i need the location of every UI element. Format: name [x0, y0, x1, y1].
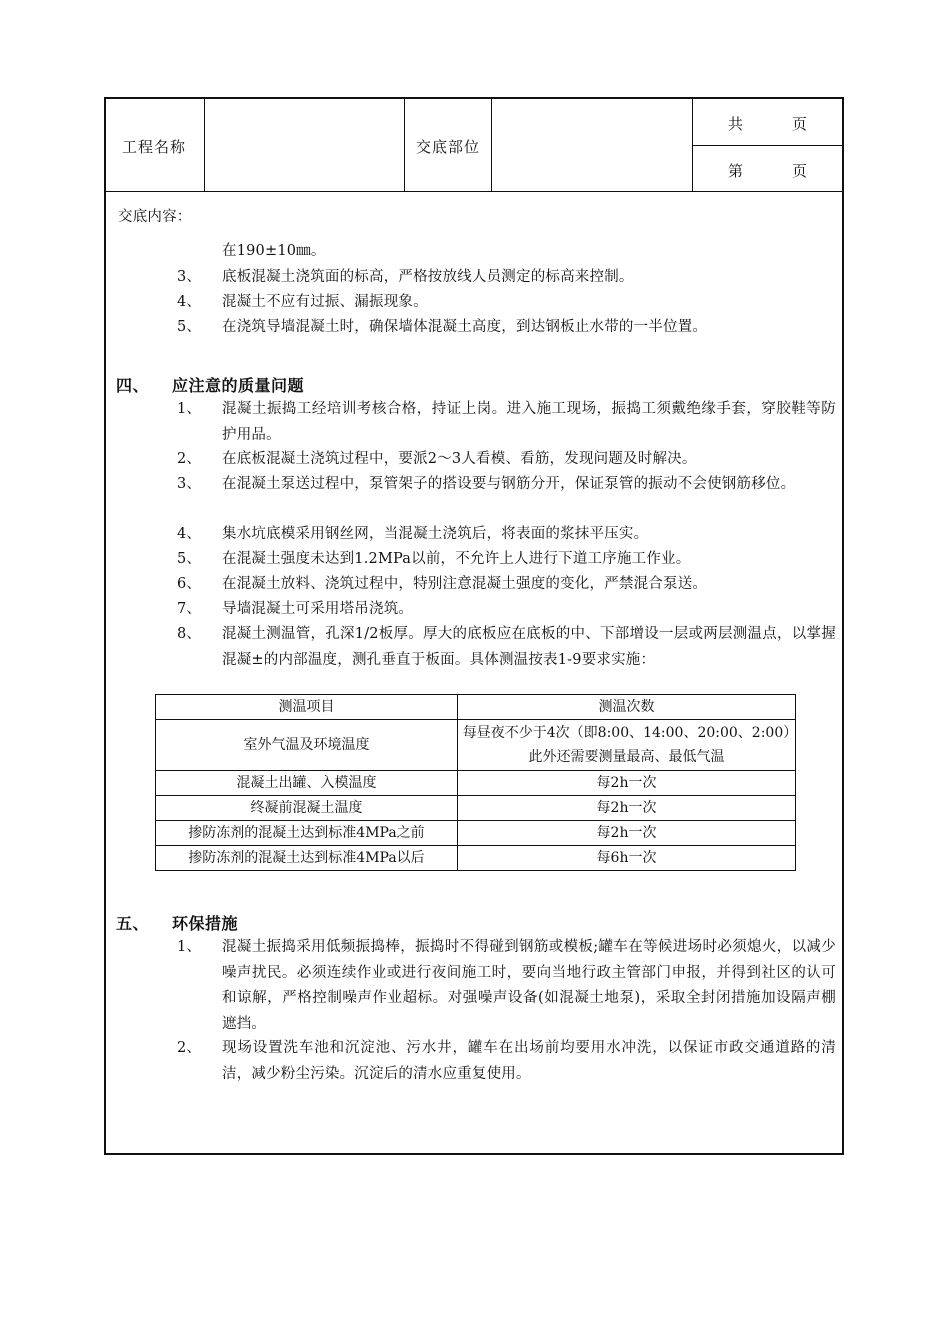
table-row — [156, 720, 796, 771]
divider — [404, 99, 405, 192]
total-pages-label: 共 页 — [728, 115, 809, 133]
divider — [204, 99, 205, 192]
list-item-text: 现场设置洗车池和沉淀池、污水井，罐车在出场前均要用水冲洗，以保证市政交通道路的清洁，减少粉尘污染。沉淀后的清水应重复使用。 — [222, 1040, 836, 1082]
table-cell: 每2h一次 — [458, 796, 796, 821]
list-item-text: 在底板混凝土浇筑过程中，要派2～3人看模、看筋，发现问题及时解决。 — [222, 451, 697, 467]
list-item-text: 底板混凝土浇筑面的标高，严格按放线人员测定的标高来控制。 — [222, 269, 634, 285]
form-header — [106, 99, 842, 192]
table-header: 测温次数 — [458, 695, 796, 720]
divider — [692, 145, 842, 146]
table-row — [156, 846, 796, 871]
list-item-text: 在混凝土泵送过程中，泵管架子的搭设要与钢筋分开，保证泵管的振动不会使钢筋移位。 — [222, 476, 796, 492]
list-item-text: 在190±10㎜。 — [222, 243, 326, 259]
list-item-text: 混凝土振捣工经培训考核合格，持证上岗。进入施工现场，振捣工须戴绝缘手套，穿胶鞋等防护用品。 — [222, 401, 836, 443]
table-row — [156, 771, 796, 796]
table-cell: 终凝前混凝土温度 — [156, 796, 458, 821]
project-name-label: 工程名称 — [122, 138, 187, 156]
list-item-text: 集水坑底模采用钢丝网，当混凝土浇筑后，将表面的浆抹平压实。 — [222, 526, 649, 542]
table-row — [156, 821, 796, 846]
temperature-measurement-table — [155, 694, 796, 871]
disclosure-form: 工程名称 交底部位 共 页 第 页 交底内容： 在190±10㎜。 3、 底板混凝土浇筑面的标高，严格按放线人员测定的标高来控制。 4、 混凝土不应有过振、漏振现象。 5、 在浇筑导墙混凝土时，确保墙体混凝土高度，到达钢板止水带的一半位置。 四、 应注意的质量问题 1、 混凝土振捣工经培训考核合格，持证上岗。进入施工现场，振捣工须戴绝缘手套，穿胶鞋等防护用品。 2、 在底板混凝土浇筑过程中，要派2～3人看模、看筋，发现问题及时解决。 3、 在混凝土泵送过程中，泵管架子的搭设要与钢筋分开，保证泵管的振动不会使钢筋移位。 4、 集水坑底模采用钢丝网，当混凝土浇筑后，将表面的浆抹平压实。 5、 在混凝土强度未达到1.2MPa以前，不允许上人进行下道工序施工作业。 6、 在混凝土放料、浇筑过程中，特别注意混凝土强度的变化，严禁混合泵送。 7、 导墙混凝土可采用塔吊浇筑。 8、 混凝土测温管，孔深1/2板厚。厚大的底板应在底板的中、下部增设一层或两层测温点，以掌握混凝±的内部温度，测孔垂直于板面。具体测温按表1-9要求实施： 测温项目 测温次数 室外气温及环境温度 每昼夜不少于4次（即8:00、14:00、20:00、2:00）此外还需要测量最高、最低气温 混凝土出罐、入模温度 每2h一次 终凝前混凝土温度 每2h一次 掺防冻剂的混凝土达到标准4MPa之前 每2h一次 掺防冻剂的混凝土达到标准4MPa以后 每6h一次 五、 环保措施 1、 混凝土振捣采用低频振捣棒，振捣时不得碰到钢筋或模板;罐车在等候进场时必须熄火，以减少噪声扰民。必须连续作业或进行夜间施工时，要向当地行政主管部门申报，并得到社区的认可和谅解，严格控制噪声作业超标。对强噪声设备(如混凝土地泵)，采取全封闭措施加设隔声棚遮挡。 2、 现场设置洗车池和沉淀池、污水井，罐车在出场前均要用水冲洗，以保证市政交通道路的清洁，减少粉尘污染。沉淀后的清水应重复使用。 — [104, 97, 844, 1155]
list-item-text: 混凝土振捣采用低频振捣棒，振捣时不得碰到钢筋或模板;罐车在等候进场时必须熄火，以减少噪声扰民。必须连续作业或进行夜间施工时，要向当地行政主管部门申报，并得到社区的认可和谅解，严格控制噪声作业超标。对强噪声设备(如混凝土地泵)，采取全封闭措施加设隔声棚遮挡。 — [222, 939, 836, 1032]
list-item-text: 在混凝土强度未达到1.2MPa以前，不允许上人进行下道工序施工作业。 — [222, 551, 691, 567]
list-item-text: 导墙混凝土可采用塔吊浇筑。 — [222, 601, 414, 617]
location-label: 交底部位 — [416, 138, 481, 156]
table-cell: 每2h一次 — [458, 771, 796, 796]
content-label: 交底内容： — [118, 209, 192, 225]
list-item-text: 在浇筑导墙混凝土时，确保墙体混凝土高度，到达钢板止水带的一半位置。 — [222, 319, 708, 335]
table-cell: 每昼夜不少于4次（即8:00、14:00、20:00、2:00）此外还需要测量最高、最低气温 — [458, 720, 796, 771]
table-cell: 混凝土出罐、入模温度 — [156, 771, 458, 796]
divider — [491, 99, 492, 192]
table-header-row — [156, 695, 796, 720]
list-item-text: 在混凝土放料、浇筑过程中，特别注意混凝土强度的变化，严禁混合泵送。 — [222, 576, 708, 592]
table-cell: 掺防冻剂的混凝土达到标准4MPa以后 — [156, 846, 458, 871]
table-row — [156, 796, 796, 821]
table-cell: 掺防冻剂的混凝土达到标准4MPa之前 — [156, 821, 458, 846]
table-header: 测温项目 — [156, 695, 458, 720]
table-cell: 每2h一次 — [458, 821, 796, 846]
list-item-text: 混凝土不应有过振、漏振现象。 — [222, 294, 428, 310]
table-cell: 室外气温及环境温度 — [156, 720, 458, 771]
page-number-label: 第 页 — [728, 162, 809, 180]
list-item-text: 混凝土测温管，孔深1/2板厚。厚大的底板应在底板的中、下部增设一层或两层测温点，以掌握混凝±的内部温度，测孔垂直于板面。具体测温按表1-9要求实施： — [222, 626, 836, 668]
table-cell: 每6h一次 — [458, 846, 796, 871]
